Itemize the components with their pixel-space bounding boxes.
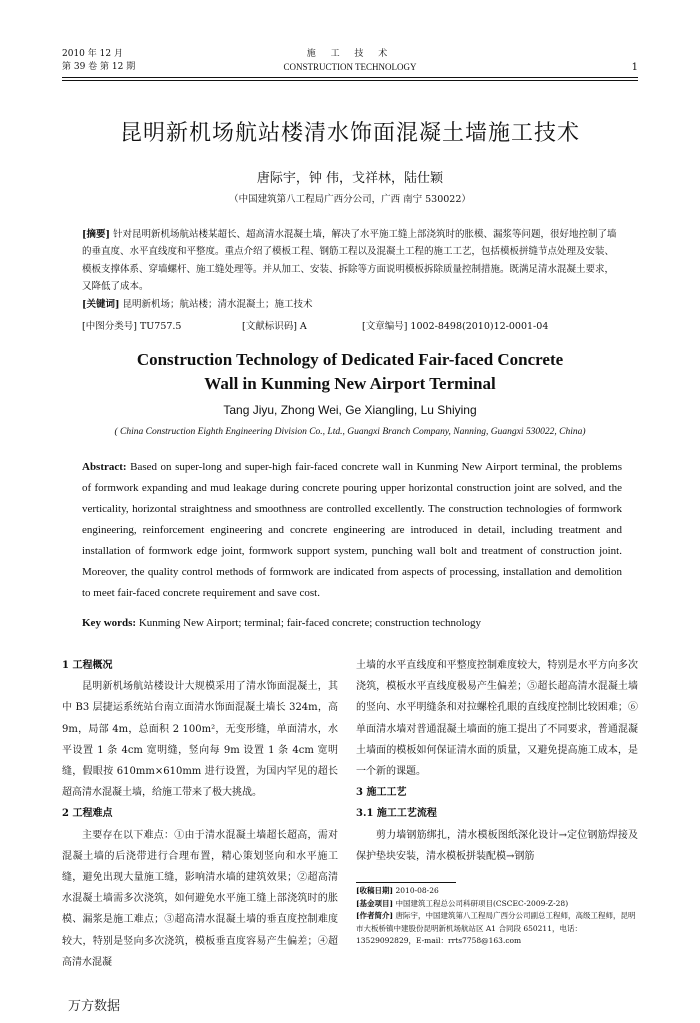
authors-en: Tang Jiyu, Zhong Wei, Ge Xiangling, Lu Shiying — [223, 403, 477, 417]
keywords-en-label: Key words: — [82, 617, 137, 629]
keywords-en — [82, 617, 622, 629]
watermark: 万方数据 — [68, 999, 121, 1014]
keywords-cn-label: [关键词] — [82, 298, 120, 310]
keywords-cn-text: 昆明新机场；航站楼；清水混凝土；施工技术 — [122, 298, 313, 310]
fund-label: [基金项目] — [356, 898, 394, 908]
authors-cn: 唐际宇，钟 伟，戈祥林，陆仕颖 — [256, 171, 444, 186]
received-date: 2010-08-26 — [395, 886, 439, 895]
author-bio-text: 唐际宇，中国建筑第八工程局广西分公司副总工程师，高级工程师，昆明市大板桥镇中建股份昆明新机场航站区 A1 合同段 650211，电话：13529092829，E-mail：rrts7758@163.com — [356, 911, 636, 946]
section-3-1-title: 3.1 施工工艺流程 — [356, 808, 437, 820]
section-2-title: 2 工程难点 — [62, 808, 113, 820]
abstract-en-text: Based on super-long and super-high fair-faced concrete wall in Kunming New Airport terminal, the problems of formwork expanding and mud leakage during concrete pouring upper horizontal construction joint are solved, and the verticality, horizontal straightness and smoothness are controlled excellently. The construction technologies of formwork engineering, reinforcement engineering and concrete engineering are introduced in detail, including treatment and installation of formwork edge joint, formwork support system, punching wall bolt and treatment of construction joint. Moreover, the quality control methods of formwork are indicated from aspects of processing, installation and demolition to meet fair-faced concrete requirement and save cost. — [82, 461, 623, 599]
section-2-paragraph: 主要存在以下难点：①由于清水混凝土墙超长超高，需对混凝土墙的后浇带进行合理布置，精心策划竖向和水平施工缝，避免出现大量施工缝，影响清水墙的建筑效果；②超高清水混凝土墙需多次浇筑，如何避免水平施工缝上部浇筑时的胀模、漏浆是施工难点；③超高清水混凝土墙的垂直度控制难度较大，特别是竖向多次浇筑，模板垂直度容易产生偏差；④超高清水混凝 — [62, 829, 338, 968]
section-2-continued: 土墙的水平直线度和平整度控制难度较大，特别是水平方向多次浇筑，模板水平直线度极易产生偏差；⑤超长超高清水混凝土墙的竖向、水平明缝条和对拉螺栓孔眼的直线度控制比较困难；⑥单面清水墙对普通混凝土墙面的施工提出了不同要求，普通混凝土墙面的模板如何保证清水面的质量，又避免提高施工成本，是一个新的课题。 — [356, 660, 638, 778]
journal-name-en: CONSTRUCTION TECHNOLOGY — [283, 62, 417, 72]
abstract-en — [82, 457, 622, 604]
affiliation-en: ( China Construction Eighth Engineering Division Co., Ltd., Guangxi Branch Company, Nanning, Guangxi 530022, China) — [114, 427, 586, 437]
journal-name-cn: 施 工 技 术 — [306, 49, 394, 59]
article-number: [文章编号] 1002-8498(2010)12-0001-04 — [362, 321, 549, 332]
section-1-title: 1 工程概况 — [62, 660, 113, 671]
keywords-en-text: Kunming New Airport; terminal; fair-faced concrete; construction technology — [138, 617, 482, 629]
footnote-rule — [356, 882, 456, 883]
page-header — [62, 48, 638, 78]
section-3-1-paragraph: 剪力墙钢筋绑扎，清水模板图纸深化设计→定位钢筋焊接及保护垫块安装，清水模板拼装配模→钢筋 — [356, 829, 638, 862]
title-en — [0, 348, 700, 396]
section-3-title: 3 施工工艺 — [356, 787, 407, 799]
page-number: 1 — [631, 62, 638, 73]
received-label: [收稿日期] — [356, 886, 394, 895]
clc-number: [中图分类号] TU757.5 — [82, 321, 182, 332]
header-rule-bottom — [62, 80, 638, 81]
abstract-en-label: Abstract: — [82, 461, 127, 473]
abstract-cn-text: 针对昆明新机场航站楼某超长、超高清水混凝土墙，解决了水平施工缝上部浇筑时的胀模、漏浆等问题，很好地控制了墙的垂直度、水平直线度和平整度。重点介绍了模板工程、钢筋工程以及混凝土工程的施工工艺，包括模板拼缝节点处理及安装、模板支撑体系、穿墙螺杆、施工缝处理等。并从加工、安装、拆除等方面说明模板拆除质量控制措施。既满足清水混凝土要求，又降低了成本。 — [82, 229, 617, 293]
body-left-column — [62, 655, 338, 973]
title-cn: 昆明新机场航站楼清水饰面混凝土墙施工技术 — [119, 121, 580, 146]
footnote — [356, 885, 638, 948]
title-en-line1: Construction Technology of Dedicated Fair-faced Concrete — [136, 350, 564, 369]
header-rule-top — [62, 77, 638, 78]
fund-text: 中国建筑工程总公司科研项目(CSCEC-2009-Z-28) — [395, 898, 569, 908]
issue-date: 2010 年 12 月 — [62, 49, 123, 59]
author-bio-label: [作者简介] — [356, 911, 394, 921]
affiliation-cn: （中国建筑第八工程局广西分公司，广西 南宁 530022） — [229, 194, 471, 205]
journal-name — [62, 48, 638, 74]
abstract-cn-label: [摘要] — [82, 229, 110, 240]
issue-volume: 第 39 卷 第 12 期 — [62, 62, 136, 72]
title-en-line2: Wall in Kunming New Airport Terminal — [204, 374, 496, 393]
document-code: [文献标识码] A — [242, 321, 307, 332]
abstract-cn — [82, 226, 622, 313]
section-1-paragraph: 昆明新机场航站楼设计大规模采用了清水饰面混凝土，其中 B3 层捷运系统站台南立面清水饰面混凝土墙长 324m，高 9m，局部 4m，总面积 2 100m²，无变形缝，单面清水，水平设置 1 条 4cm 宽明缝，竖向每 9m 设置 1 条 4cm 宽明缝，假眼按 610mm×610mm 进行设置，为国内罕见的超长超高清水混凝土墙，给施工带来了极大挑战。 — [62, 681, 338, 799]
body-right-column — [356, 655, 638, 867]
